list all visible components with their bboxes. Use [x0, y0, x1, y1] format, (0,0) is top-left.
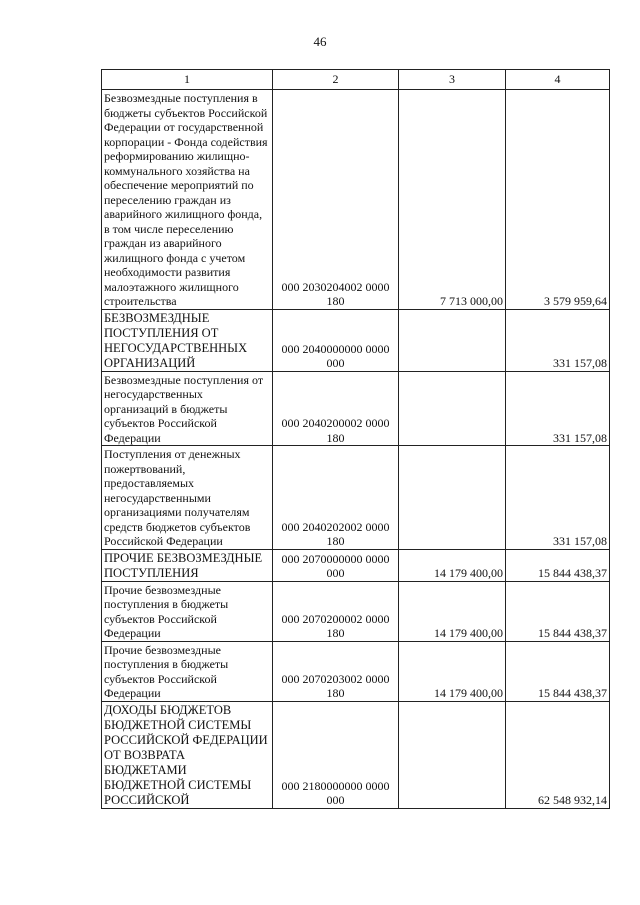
row-plan-amount	[399, 701, 506, 808]
row-actual-amount: 62 548 932,14	[506, 701, 610, 808]
row-code: 000 2040200002 0000 180	[273, 371, 399, 446]
row-plan-amount: 14 179 400,00	[399, 641, 506, 701]
page-number: 46	[313, 34, 327, 49]
row-name: Прочие безвозмездные поступления в бюджеты субъектов Российской Федерации	[102, 581, 273, 641]
table-row	[102, 90, 610, 310]
row-code: 000 2070000000 0000 000	[273, 549, 399, 581]
row-name: ДОХОДЫ БЮДЖЕТОВ БЮДЖЕТНОЙ СИСТЕМЫ РОССИЙСКОЙ ФЕДЕРАЦИИ ОТ ВОЗВРАТА БЮДЖЕТАМИ БЮДЖЕТНОЙ СИСТЕМЫ РОССИЙСКОЙ	[102, 701, 273, 808]
row-actual-amount: 15 844 438,37	[506, 549, 610, 581]
row-code: 000 2070200002 0000 180	[273, 581, 399, 641]
table-row	[102, 446, 610, 550]
row-name: ПРОЧИЕ БЕЗВОЗМЕЗДНЫЕ ПОСТУПЛЕНИЯ	[102, 549, 273, 581]
row-code: 000 2030204002 0000 180	[273, 90, 399, 310]
column-number: 4	[506, 70, 610, 90]
row-code: 000 2180000000 0000 000	[273, 701, 399, 808]
row-plan-amount	[399, 371, 506, 446]
column-number-row	[102, 70, 610, 90]
table-row	[102, 641, 610, 701]
row-plan-amount	[399, 446, 506, 550]
table-row	[102, 309, 610, 371]
row-actual-amount: 3 579 959,64	[506, 90, 610, 310]
row-name: Безвозмездные поступления в бюджеты субъектов Российской Федерации от государственной корпорации - Фонда содействия реформированию жилищно-коммунального хозяйства на обеспечение мероприятий по переселению граждан из аварийного жилищного фонда, в том числе переселению граждан из аварийного жилищного фонда с учетом необходимости развития малоэтажного жилищного строительства	[102, 90, 273, 310]
row-name: Поступления от денежных пожертвований, предоставляемых негосударственными организациями получателям средств бюджетов субъектов Российской Федерации	[102, 446, 273, 550]
budget-table	[101, 69, 610, 809]
row-plan-amount: 7 713 000,00	[399, 90, 506, 310]
row-plan-amount: 14 179 400,00	[399, 581, 506, 641]
row-actual-amount: 331 157,08	[506, 371, 610, 446]
row-actual-amount: 331 157,08	[506, 309, 610, 371]
row-plan-amount: 14 179 400,00	[399, 549, 506, 581]
row-actual-amount: 15 844 438,37	[506, 641, 610, 701]
row-code: 000 2070203002 0000 180	[273, 641, 399, 701]
column-number: 3	[399, 70, 506, 90]
column-number: 1	[102, 70, 273, 90]
row-code: 000 2040202002 0000 180	[273, 446, 399, 550]
row-name: Безвозмездные поступления от негосударственных организаций в бюджеты субъектов Российской Федерации	[102, 371, 273, 446]
row-name: Прочие безвозмездные поступления в бюджеты субъектов Российской Федерации	[102, 641, 273, 701]
row-name: БЕЗВОЗМЕЗДНЫЕ ПОСТУПЛЕНИЯ ОТ НЕГОСУДАРСТВЕННЫХ ОРГАНИЗАЦИЙ	[102, 309, 273, 371]
row-plan-amount	[399, 309, 506, 371]
table-row	[102, 701, 610, 808]
table-row	[102, 549, 610, 581]
row-actual-amount: 15 844 438,37	[506, 581, 610, 641]
row-code: 000 2040000000 0000 000	[273, 309, 399, 371]
table-row	[102, 581, 610, 641]
row-actual-amount: 331 157,08	[506, 446, 610, 550]
table-row	[102, 371, 610, 446]
column-number: 2	[273, 70, 399, 90]
